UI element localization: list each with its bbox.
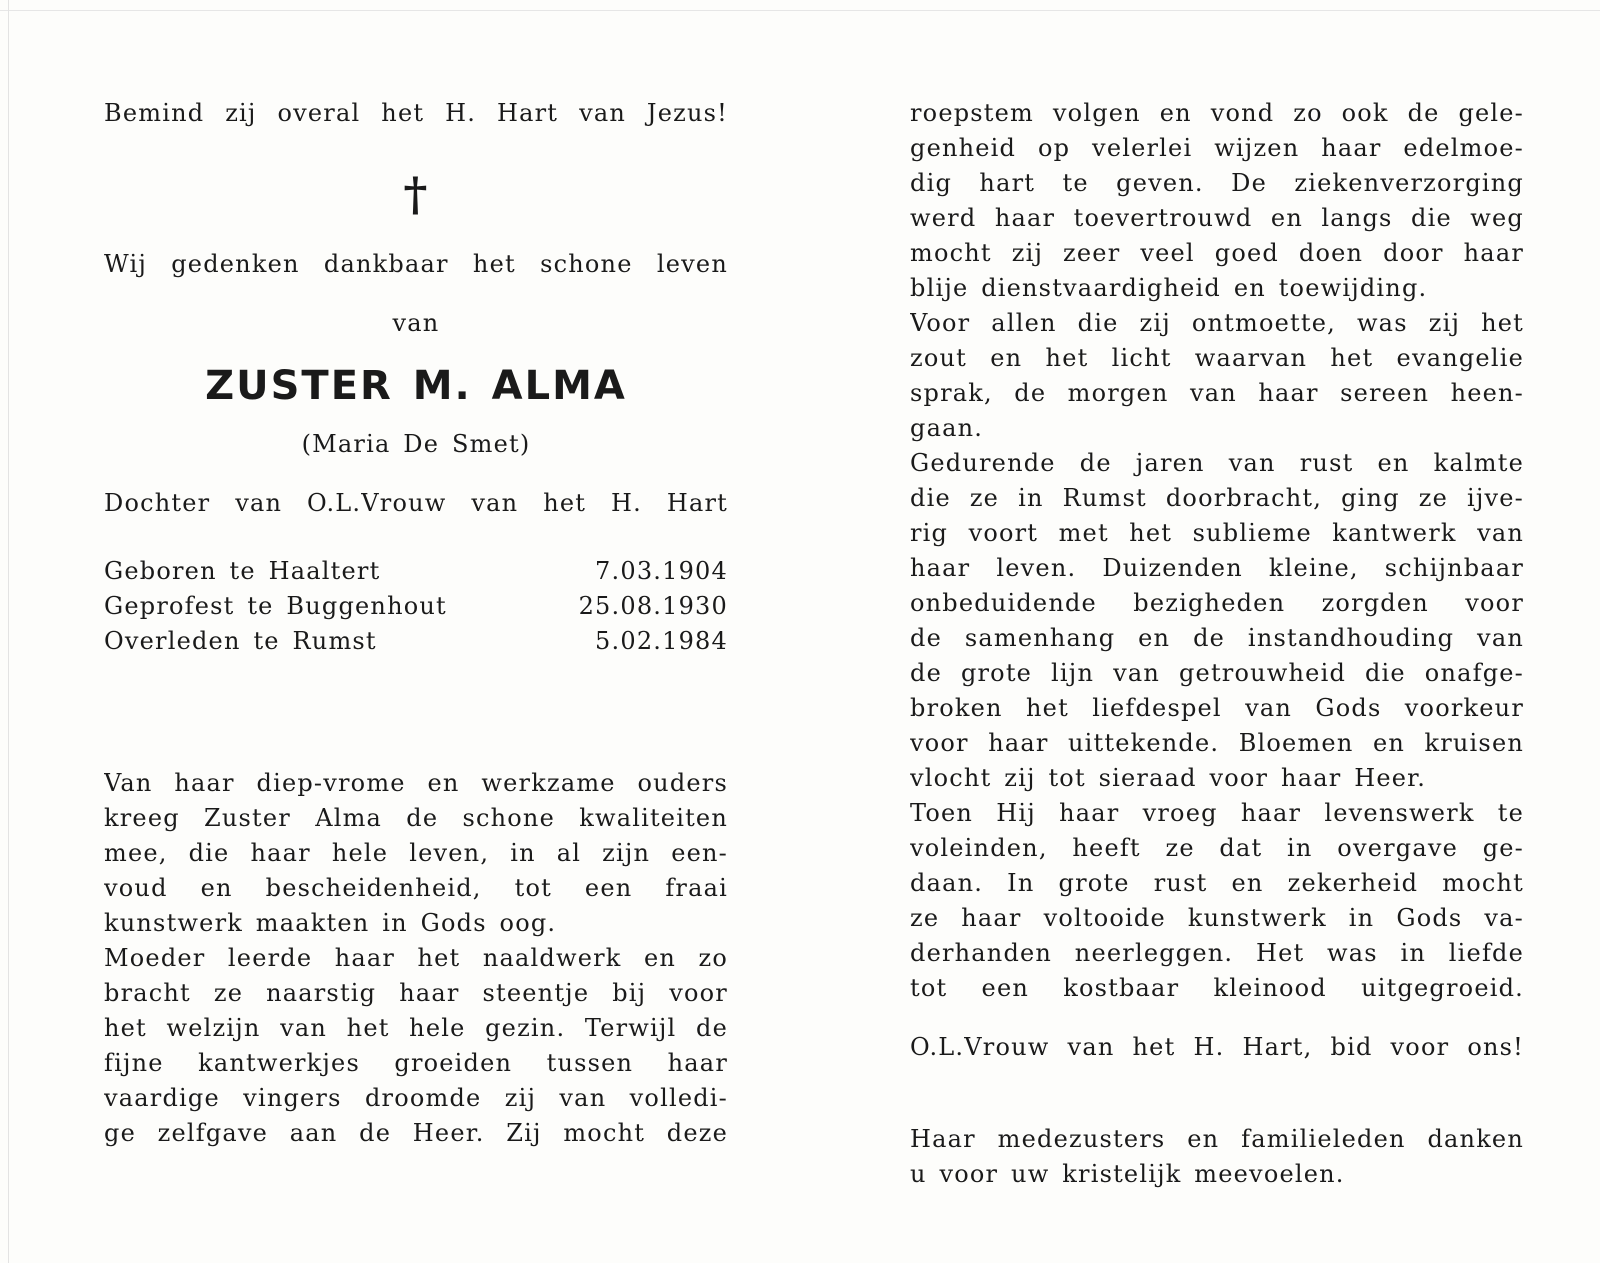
body-line: rig voort met het sublieme kantwerk van [910, 519, 1524, 547]
life-event-row [104, 589, 728, 624]
body-line: voor haar uittekende. Bloemen en kruisen [910, 729, 1524, 757]
thanks-line: Haar medezusters en familieleden danken [910, 1125, 1524, 1153]
left-body-text [104, 766, 728, 1151]
thanks-line: u voor uw kristelijk meevoelen. [910, 1160, 1345, 1188]
body-line: kunstwerk maakten in Gods oog. [104, 909, 557, 937]
body-line: zout en het licht waarvan het evangelie [910, 344, 1524, 372]
body-line: de grote lijn van getrouwheid die onafge- [910, 659, 1524, 687]
remembrance-line: Wij gedenken dankbaar het schone leven [104, 250, 728, 278]
life-event-row [104, 624, 728, 659]
body-line: daan. In grote rust en zekerheid mocht [910, 869, 1524, 897]
prayer-line: O.L.Vrouw van het H. Hart, bid voor ons! [910, 1033, 1524, 1061]
event-date: 7.03.1904 [595, 557, 728, 585]
deceased-name: ZUSTER M. ALMA [205, 363, 627, 409]
body-line: onbeduidende bezigheden zorgden voor [910, 589, 1524, 617]
body-line: Van haar diep-vrome en werkzame ouders [104, 769, 728, 797]
event-label: Geprofest te Buggenhout [104, 592, 447, 620]
greeting: Bemind zij overal het H. Hart van Jezus! [104, 99, 728, 127]
body-line: ge zelfgave aan de Heer. Zij mocht deze [104, 1119, 728, 1147]
body-line: broken het liefdespel van Gods voorkeur [910, 694, 1524, 722]
event-label: Overleden te Rumst [104, 627, 377, 655]
thanks-text [910, 1122, 1524, 1192]
body-line: vaardige vingers droomde zij van volledi- [104, 1084, 728, 1112]
body-line: de samenhang en de instandhouding van [910, 624, 1524, 652]
body-line: tot een kostbaar kleinood uitgegroeid. [910, 974, 1524, 1002]
body-line: blije dienstvaardigheid en toewijding. [910, 274, 1428, 302]
right-body-text [910, 96, 1524, 1006]
event-date: 5.02.1984 [595, 627, 728, 655]
civil-name: (Maria De Smet) [301, 430, 531, 458]
congregation-line: Dochter van O.L.Vrouw van het H. Hart [104, 489, 728, 517]
body-line: Toen Hij haar vroeg haar levenswerk te [910, 799, 1524, 827]
event-date: 25.08.1930 [578, 592, 728, 620]
left-column [104, 96, 728, 1151]
body-line: Gedurende de jaren van rust en kalmte [910, 449, 1524, 477]
body-line: roepstem volgen en vond zo ook de gele- [910, 99, 1524, 127]
life-events [104, 554, 728, 659]
body-line: voleinden, heeft ze dat in overgave ge- [910, 834, 1524, 862]
card-left-edge [8, 0, 9, 1263]
body-line: genheid op velerlei wijzen haar edelmoe- [910, 134, 1524, 162]
right-column [910, 96, 1524, 1192]
life-event-row [104, 554, 728, 589]
body-line: fijne kantwerkjes groeiden tussen haar [104, 1049, 728, 1077]
body-line: mocht zij zeer veel goed doen door haar [910, 239, 1524, 267]
body-line: dig hart te geven. De ziekenverzorging [910, 169, 1524, 197]
body-line: Moeder leerde haar het naaldwerk en zo [104, 944, 728, 972]
body-line: Voor allen die zij ontmoette, was zij het [910, 309, 1524, 337]
body-line: werd haar toevertrouwd en langs die weg [910, 204, 1524, 232]
body-line: ze haar voltooide kunstwerk in Gods va- [910, 904, 1524, 932]
body-line: kreeg Zuster Alma de schone kwaliteiten [104, 804, 728, 832]
van-line: van [392, 309, 440, 337]
body-line: bracht ze naarstig haar steentje bij voor [104, 979, 728, 1007]
card-top-edge [0, 0, 1600, 11]
event-label: Geboren te Haaltert [104, 557, 381, 585]
body-line: derhanden neerleggen. Het was in liefde [910, 939, 1524, 967]
body-line: mee, die haar hele leven, in al zijn een- [104, 839, 728, 867]
body-line: sprak, de morgen van haar sereen heen- [910, 379, 1524, 407]
cross-icon: † [403, 167, 429, 221]
body-line: voud en bescheidenheid, tot een fraai [104, 874, 728, 902]
body-line: gaan. [910, 414, 984, 442]
body-line: vlocht zij tot sieraad voor haar Heer. [910, 764, 1427, 792]
body-line: die ze in Rumst doorbracht, ging ze ijve- [910, 484, 1524, 512]
body-line: haar leven. Duizenden kleine, schijnbaar [910, 554, 1524, 582]
body-line: het welzijn van het hele gezin. Terwijl de [104, 1014, 728, 1042]
